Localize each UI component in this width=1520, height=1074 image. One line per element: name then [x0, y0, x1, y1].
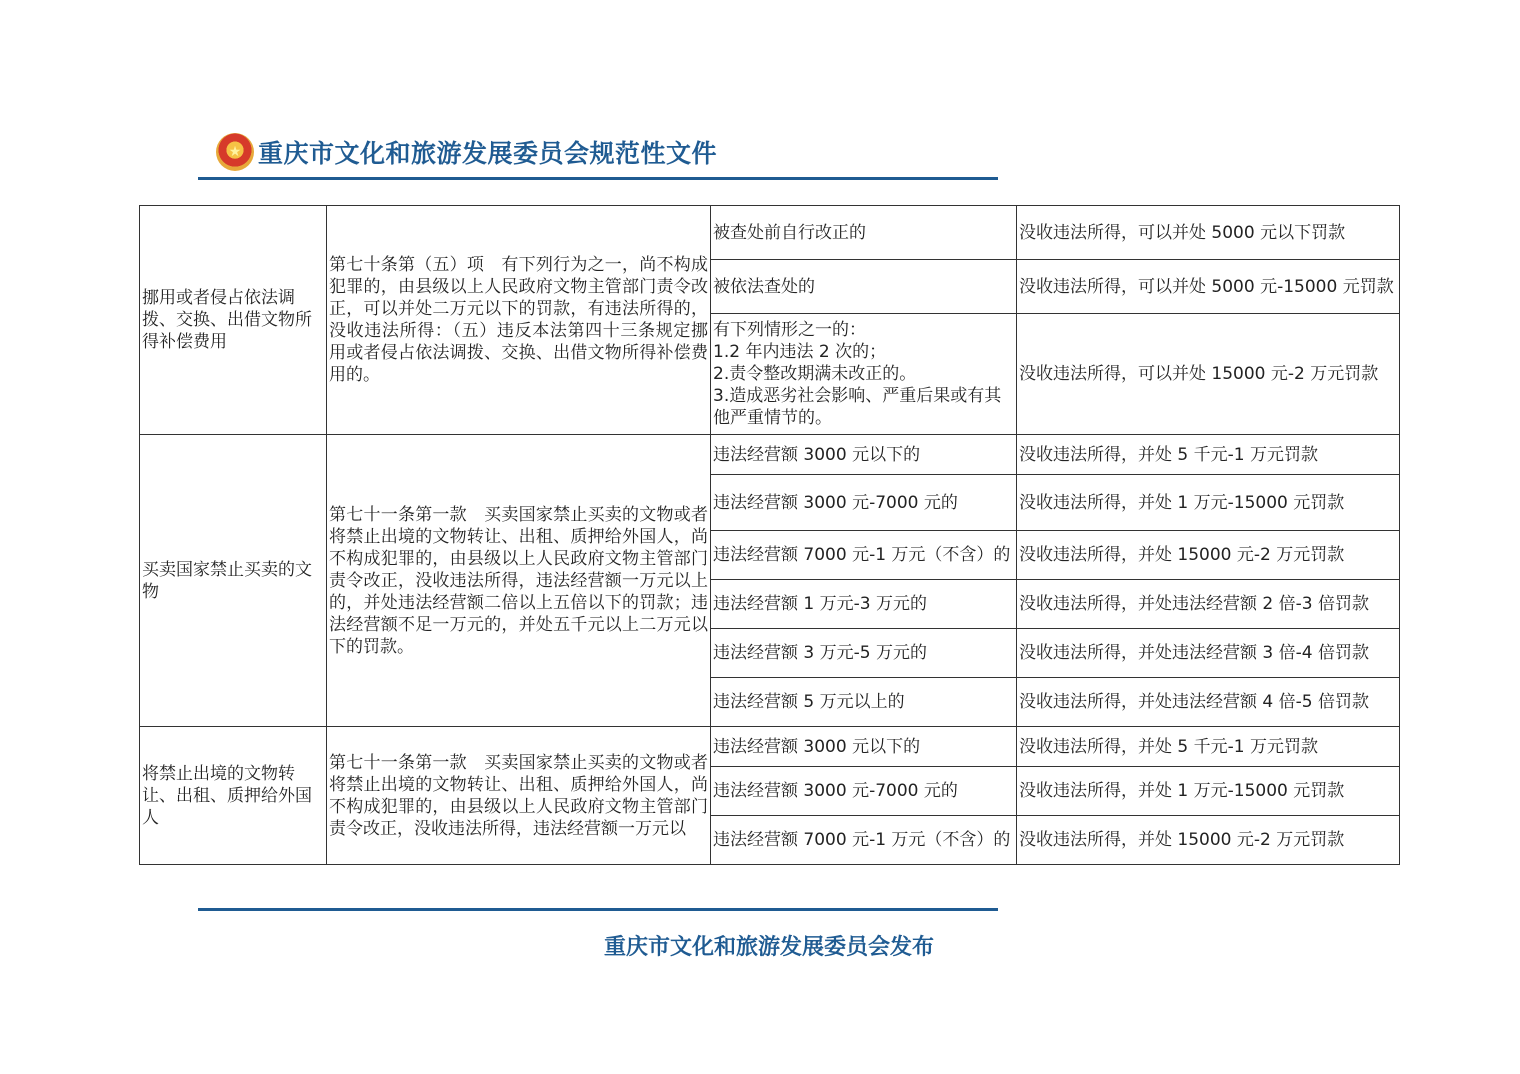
behavior-cell: 挪用或者侵占依法调拨、交换、出借文物所得补偿费用 [140, 206, 327, 435]
penalty-cell: 没收违法所得，并处 15000 元-2 万元罚款 [1017, 531, 1400, 580]
article-cell: 第七十条第（五）项 有下列行为之一，尚不构成犯罪的，由县级以上人民政府文物主管部门责令改正，可以并处二万元以下的罚款，有违法所得的，没收违法所得：（五）违反本法第四十三条规定挪用或者侵占依法调拨、交换、出借文物所得补偿费用的。 [327, 206, 711, 435]
national-emblem-icon [216, 133, 254, 171]
circumstance-cell: 违法经营额 3000 元以下的 [711, 435, 1017, 475]
circumstance-cell: 违法经营额 7000 元-1 万元（不含）的 [711, 531, 1017, 580]
footer-divider [198, 908, 998, 911]
emblem-star-icon: ★ [228, 144, 242, 160]
circumstance-cell: 违法经营额 3 万元-5 万元的 [711, 629, 1017, 678]
circumstance-cell: 违法经营额 3000 元-7000 元的 [711, 767, 1017, 816]
penalty-cell: 没收违法所得，可以并处 15000 元-2 万元罚款 [1017, 314, 1400, 435]
circumstance-cell: 违法经营额 5 万元以上的 [711, 678, 1017, 727]
penalty-cell: 没收违法所得，并处 5 千元-1 万元罚款 [1017, 727, 1400, 767]
table-row [140, 727, 1400, 767]
penalty-cell: 没收违法所得，并处 15000 元-2 万元罚款 [1017, 816, 1400, 865]
penalty-cell: 没收违法所得，并处 5 千元-1 万元罚款 [1017, 435, 1400, 475]
penalty-cell: 没收违法所得，并处违法经营额 4 倍-5 倍罚款 [1017, 678, 1400, 727]
penalty-cell: 没收违法所得，并处违法经营额 3 倍-4 倍罚款 [1017, 629, 1400, 678]
circumstance-cell: 违法经营额 7000 元-1 万元（不含）的 [711, 816, 1017, 865]
penalty-cell: 没收违法所得，并处 1 万元-15000 元罚款 [1017, 767, 1400, 816]
penalty-cell: 没收违法所得，并处 1 万元-15000 元罚款 [1017, 475, 1400, 531]
penalty-cell: 没收违法所得，可以并处 5000 元以下罚款 [1017, 206, 1400, 260]
article-cell: 第七十一条第一款 买卖国家禁止买卖的文物或者将禁止出境的文物转让、出租、质押给外国人，尚不构成犯罪的，由县级以上人民政府文物主管部门责令改正，没收违法所得，违法经营额一万元以 [327, 727, 711, 865]
footer-publisher: 重庆市文化和旅游发展委员会发布 [604, 934, 935, 960]
article-cell: 第七十一条第一款 买卖国家禁止买卖的文物或者将禁止出境的文物转让、出租、质押给外国人，尚不构成犯罪的，由县级以上人民政府文物主管部门责令改正，没收违法所得，违法经营额一万元以上的，并处违法经营额二倍以上五倍以下的罚款；违法经营额不足一万元的，并处五千元以上二万元以下的罚款。 [327, 435, 711, 727]
table-row [140, 206, 1400, 260]
circumstance-cell: 被依法查处的 [711, 260, 1017, 314]
penalty-table [139, 205, 1400, 865]
penalty-cell: 没收违法所得，可以并处 5000 元-15000 元罚款 [1017, 260, 1400, 314]
circumstance-cell: 被查处前自行改正的 [711, 206, 1017, 260]
behavior-cell: 将禁止出境的文物转让、出租、质押给外国人 [140, 727, 327, 865]
table-row [140, 435, 1400, 475]
penalty-cell: 没收违法所得，并处违法经营额 2 倍-3 倍罚款 [1017, 580, 1400, 629]
circumstance-cell: 违法经营额 3000 元以下的 [711, 727, 1017, 767]
circumstance-cell: 违法经营额 1 万元-3 万元的 [711, 580, 1017, 629]
circumstance-cell: 有下列情形之一的： 1.2 年内违法 2 次的； 2.责令整改期满未改正的。 3.造成恶劣社会影响、严重后果或有其他严重情节的。 [711, 314, 1017, 435]
circumstance-cell: 违法经营额 3000 元-7000 元的 [711, 475, 1017, 531]
header-divider [198, 177, 998, 180]
behavior-cell: 买卖国家禁止买卖的文物 [140, 435, 327, 727]
document-header [216, 130, 717, 174]
header-title: 重庆市文化和旅游发展委员会规范性文件 [258, 139, 718, 168]
